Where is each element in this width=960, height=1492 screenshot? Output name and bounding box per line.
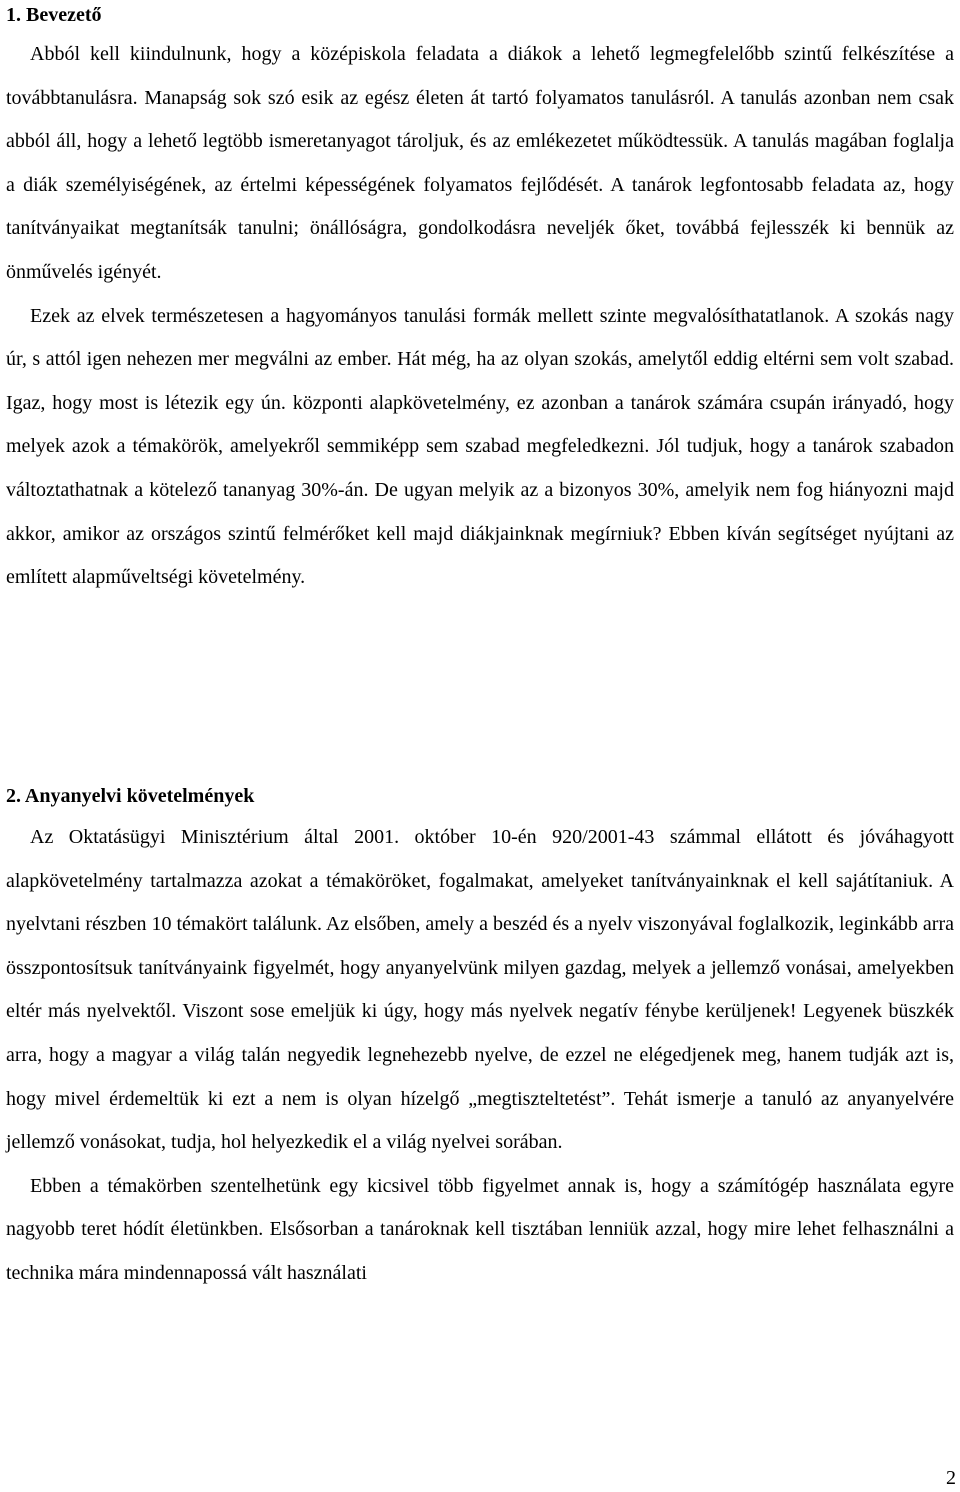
section-body-native-language-requirements — [6, 816, 954, 1296]
paragraph: Az Oktatásügyi Minisztérium által 2001. október 10-én 920/2001-43 számmal ellátott és jóváhagyott alapkövetelmény tartalmazza azokat a témaköröket, fogalmakat, amelyeket tanítványainknak el kell sajátítaniuk. A nyelvtani részben 10 témakört találunk. Az elsőben, amely a beszéd és a nyelv viszonyával foglalkozik, leginkább arra összpontosítsuk tanítványaink figyelmét, hogy anyanyelvünk milyen gazdag, melyek a jellemző vonásai, amelyekben eltér más nyelvektől. Viszont sose emeljük ki úgy, hogy más nyelvek negatív fénybe kerüljenek! Legyenek büszkék arra, hogy a magyar a világ talán negyedik legnehezebb nyelve, de ezzel ne elégedjenek meg, hanem tudják azt is, hogy mivel érdemeltük ki ezt a nem is olyan hízelgő „megtiszteltetést”. Tehát ismerje a tanuló az anyanyelvére jellemző vonásokat, tudja, hol helyezkedik el a világ nyelvei sorában. — [6, 826, 954, 1154]
paragraph: Ezek az elvek természetesen a hagyományos tanulási formák mellett szinte megvalósíthatatlanok. A szokás nagy úr, s attól igen nehezen mer megválni az ember. Hát még, ha az olyan szokás, amelytől eddig eltérni sem volt szabad. Igaz, hogy most is létezik egy ún. központi alapkövetelmény, ez azonban a tanárok számára csupán irányadó, hogy melyek azok a témakörök, amelyekről semmiképp sem szabad megfeledkezni. Jól tudjuk, hogy a tanárok szabadon változtathatnak a kötelező tananyag 30%-án. De ugyan melyik az a bizonyos 30%, amelyik nem fog hiányozni majd akkor, amikor az országos szintű felmérőket kell majd diákjainknak megírniuk? Ebben kíván segítséget nyújtani az említett alapműveltségi követelmény. — [6, 304, 954, 589]
paragraph: Ebben a témakörben szentelhetünk egy kicsivel több figyelmet annak is, hogy a számítógép használata egyre nagyobb teret hódít életünkben. Elsősorban a tanároknak kell tisztában lenniük azzal, hogy mire lehet felhasználni a technika mára mindennapossá vált használati — [6, 1174, 954, 1284]
section-heading-introduction: 1. Bevezető — [6, 4, 102, 26]
page-number: 2 — [946, 1467, 956, 1489]
paragraph: Abból kell kiindulnunk, hogy a középiskola feladata a diákok a lehető legmegfelelőbb szintű felkészítése a továbbtanulásra. Manapság sok szó esik az egész életen át tartó folyamatos tanulásról. A tanulás azonban nem csak abból áll, hogy a lehető legtöbb ismeretanyagot tároljuk, és az emlékezetet működtessük. A tanulás magában foglalja a diák személyiségének, az értelmi képességének folyamatos fejlődését. A tanárok legfontosabb feladata az, hogy tanítványaikat megtanítsák tanulni; önállóságra, gondolkodásra neveljék őket, továbbá fejlesszék ki bennük az önművelés igényét. — [6, 43, 954, 283]
section-body-introduction — [6, 33, 954, 600]
section-heading-native-language-requirements: 2. Anyanyelvi követelmények — [6, 785, 255, 807]
